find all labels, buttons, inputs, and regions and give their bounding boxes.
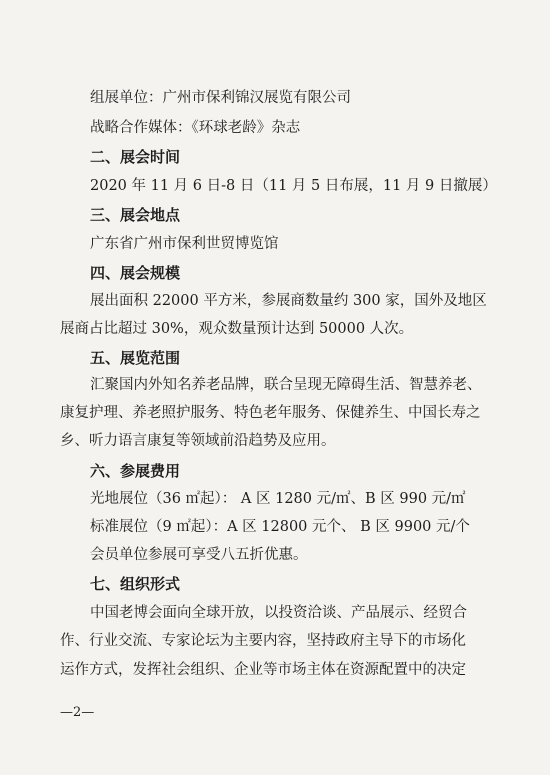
time-text: 2020 年 11 月 6 日-8 日（11 月 5 日布展，11 月 9 日撤展） xyxy=(90,178,497,194)
section-title-venue: 三、展会地点 xyxy=(90,206,181,224)
fees-text-3: 会员单位参展可享受八五折优惠。 xyxy=(90,547,308,563)
scope-text-2: 康复护理、养老照护服务、特色老年服务、保健养生、中国长寿之 xyxy=(60,405,481,421)
scope-text-3: 乡、听力语言康复等领域前沿趋势及应用。 xyxy=(60,433,336,449)
page-number: —2— xyxy=(60,705,95,720)
media-line: 战略合作媒体：《环球老龄》杂志 xyxy=(90,120,301,136)
scope-text-1: 汇聚国内外知名养老品牌，联合呈现无障碍生活、智慧养老、 xyxy=(90,377,482,393)
section-title-scale: 四、展会规模 xyxy=(90,264,181,282)
scale-text-1: 展出面积 22000 平方米，参展商数量约 300 家，国外及地区 xyxy=(90,293,487,309)
section-title-organization: 七、组织形式 xyxy=(90,575,181,593)
venue-text: 广东省广州市保利世贸博览馆 xyxy=(90,236,279,252)
organization-text-2: 作、行业交流、专家论坛为主要内容，坚持政府主导下的市场化 xyxy=(60,633,466,649)
scale-text-2: 展商占比超过 30%，观众数量预计达到 50000 人次。 xyxy=(60,321,414,337)
organization-text-1: 中国老博会面向全球开放，以投资洽谈、产品展示、经贸合 xyxy=(90,605,467,621)
section-title-fees: 六、参展费用 xyxy=(90,462,181,480)
fees-text-2: 标准展位（9 ㎡起）：A 区 12800 元个、 B 区 9900 元/个 xyxy=(90,519,470,535)
organization-text-3: 运作方式，发挥社会组织、企业等市场主体在资源配置中的决定 xyxy=(60,662,466,678)
section-title-scope: 五、展览范围 xyxy=(90,349,181,367)
section-title-time: 二、展会时间 xyxy=(90,148,181,166)
fees-text-1: 光地展位（36 ㎡起）： A 区 1280 元/㎡、B 区 990 元/㎡ xyxy=(90,491,466,507)
organizer-line: 组展单位：广州市保利锦汉展览有限公司 xyxy=(90,90,351,106)
